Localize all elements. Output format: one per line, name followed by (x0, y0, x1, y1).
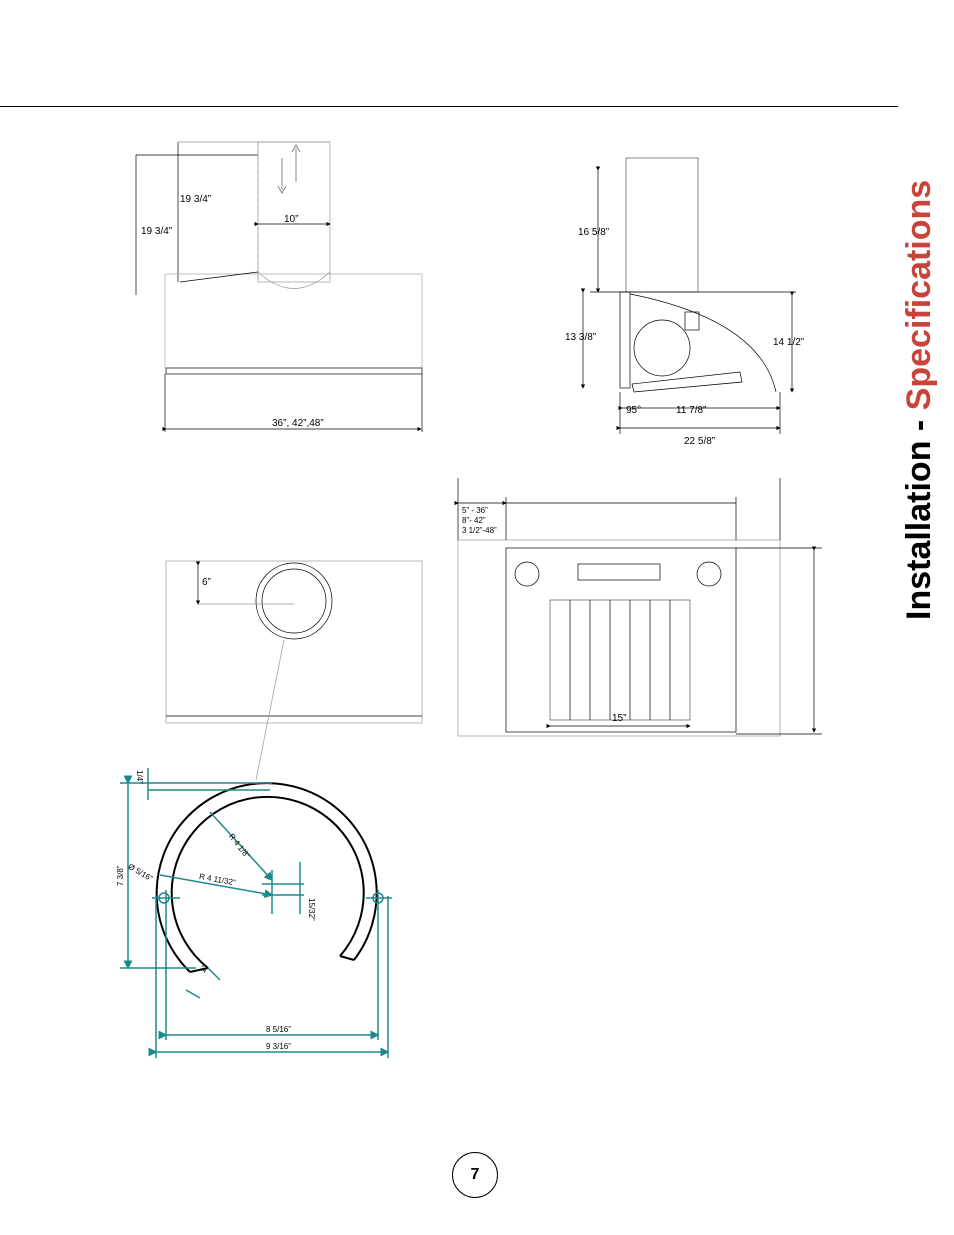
dim-height: 7 3/8” (116, 865, 125, 886)
dim-inner-width: 8 5/16” (266, 1025, 291, 1034)
side-view-drawing (583, 158, 796, 434)
dim-angle: 95° (626, 405, 642, 416)
dim-total-height: 14 1/2” (773, 337, 805, 348)
dim-duct-offset: 6” (202, 577, 211, 588)
dim-offset-36: 5” - 36” (462, 506, 488, 515)
dim-duct-width: 10” (284, 214, 299, 225)
title-part-1: Installation - (900, 410, 938, 620)
dim-hood-height: 13 3/8” (565, 332, 597, 343)
dim-tab: 1” (198, 963, 210, 975)
front-view-drawing (136, 142, 422, 432)
dim-offset-48: 3 1/2”-48” (462, 526, 497, 535)
dim-hole: Ø 5/16” (126, 862, 155, 884)
dim-gap: 1/4” (135, 770, 144, 784)
dim-chimney-height: 16 5/8” (578, 227, 610, 238)
title-part-2: Specifications (900, 179, 938, 411)
dim-filter: 15” (612, 713, 627, 724)
dim-offset-42: 8”- 42” (462, 516, 486, 525)
bottom-view-drawing (458, 478, 822, 736)
top-view-drawing (166, 561, 422, 780)
dim-hood-width: 36”, 42”,48” (272, 418, 324, 429)
dim-offset: 15/32” (307, 898, 316, 921)
detail-view-drawing (120, 768, 392, 1058)
dim-outer-width: 9 3/16” (266, 1042, 291, 1051)
page-number: 7 (452, 1152, 498, 1198)
dim-radius-inner: R 4 11/32” (198, 872, 237, 888)
dim-chimney-inner: 19 3/4” (180, 194, 212, 205)
dim-radius-outer: R 4 1/8” (226, 832, 252, 860)
dim-chimney-outer: 19 3/4” (141, 226, 173, 237)
dim-bottom-depth: 11 7/8” (676, 405, 707, 416)
dim-total-depth: 22 5/8” (684, 436, 716, 447)
